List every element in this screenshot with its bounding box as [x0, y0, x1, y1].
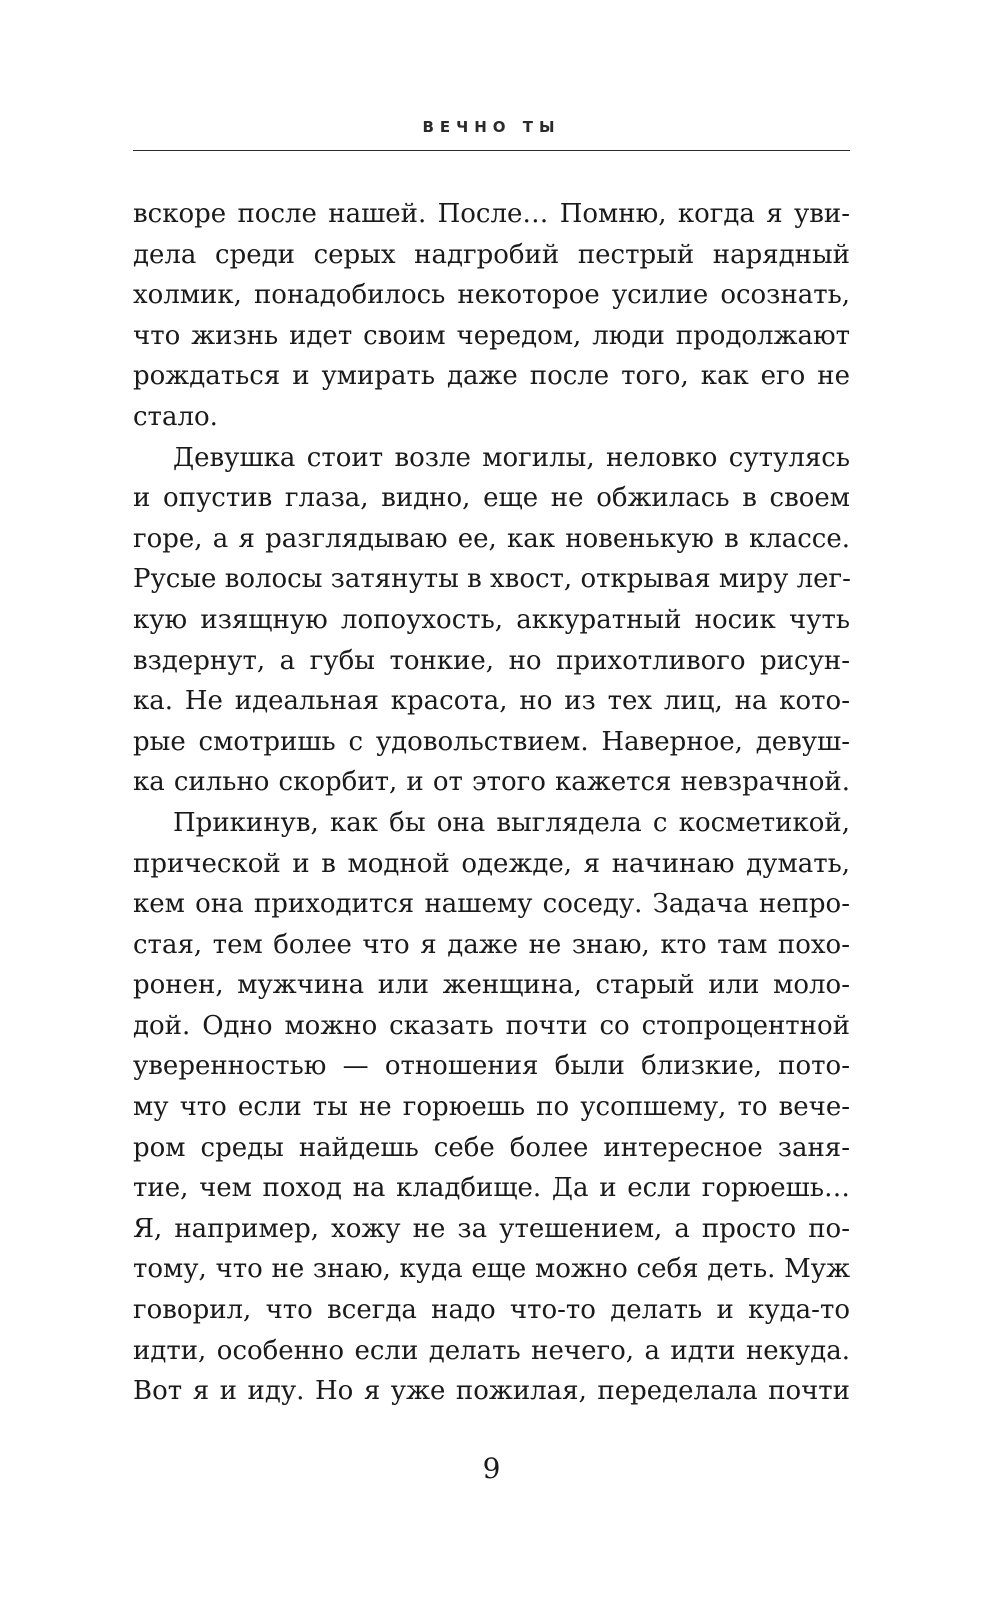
text-line: кем она приходится нашему соседу. Задача непро- [133, 889, 850, 920]
text-line: му что если ты не горюешь по усопшему, то вече- [133, 1092, 850, 1123]
text-line: прической и в модной одежде, я начинаю думать, [133, 848, 850, 879]
text-line: Я, например, хожу не за утешением, а просто по- [133, 1213, 850, 1244]
text-line: рые смотришь с удовольствием. Наверное, девуш- [133, 726, 850, 757]
text-line: дела среди серых надгробий пестрый нарядный [133, 239, 850, 270]
text-line: Девушка стоит возле могилы, неловко сутулясь [173, 442, 850, 473]
text-line: и опустив глаза, видно, еще не обжилась в своем [133, 483, 850, 514]
paragraph-3 [133, 803, 850, 1412]
text-line: вздернут, а губы тонкие, но прихотливого рисун- [133, 645, 850, 676]
text-line: холмик, понадобилось некоторое усилие осознать, [133, 280, 850, 311]
text-line: горе, а я разглядываю ее, как новенькую в классе. [133, 523, 850, 554]
text-line: Русые волосы затянуты в хвост, открывая миру лег- [133, 564, 851, 595]
text-line: ронен, мужчина или женщина, старый или моло- [133, 970, 850, 1001]
page-number: 9 [482, 1452, 501, 1485]
text-line: говорил, что всегда надо что-то делать и куда-то [133, 1295, 850, 1326]
text-line: тие, чем поход на кладбище. Да и если горюешь… [133, 1173, 850, 1204]
text-line: Вот я и иду. Но я уже пожилая, переделала почти [133, 1376, 850, 1407]
text-line: кую изящную лопоухость, аккуратный носик чуть [133, 604, 850, 635]
text-line: стая, тем более что я даже не знаю, кто там похо- [133, 929, 850, 960]
text-line: уверенностью — отношения были близкие, пото- [133, 1051, 850, 1082]
running-head-title: ВЕЧНО ТЫ [422, 118, 561, 136]
paragraph-1 [133, 194, 850, 438]
text-line: стало. [133, 401, 218, 432]
text-line: рождаться и умирать даже после того, как его не [133, 361, 850, 392]
text-line: ка сильно скорбит, и от этого кажется невзрачной. [133, 767, 850, 798]
paragraph-2 [133, 438, 850, 803]
text-line: идти, особенно если делать нечего, а идти некуда. [133, 1335, 850, 1366]
text-line: что жизнь идет своим чередом, люди продолжают [133, 320, 850, 351]
header-rule [133, 150, 850, 151]
text-line: Прикинув, как бы она выглядела с косметикой, [173, 807, 850, 838]
text-line: вскоре после нашей. После… Помню, когда я уви- [133, 199, 850, 229]
body-text [133, 194, 850, 1412]
text-line: тому, что не знаю, куда еще можно себя деть. Муж [133, 1254, 850, 1285]
text-line: дой. Одно можно сказать почти со стопроцентной [133, 1010, 850, 1041]
text-line: ром среды найдешь себе более интересное заня- [133, 1132, 850, 1163]
text-line: ка. Не идеальная красота, но из тех лиц, на кото- [133, 686, 850, 717]
